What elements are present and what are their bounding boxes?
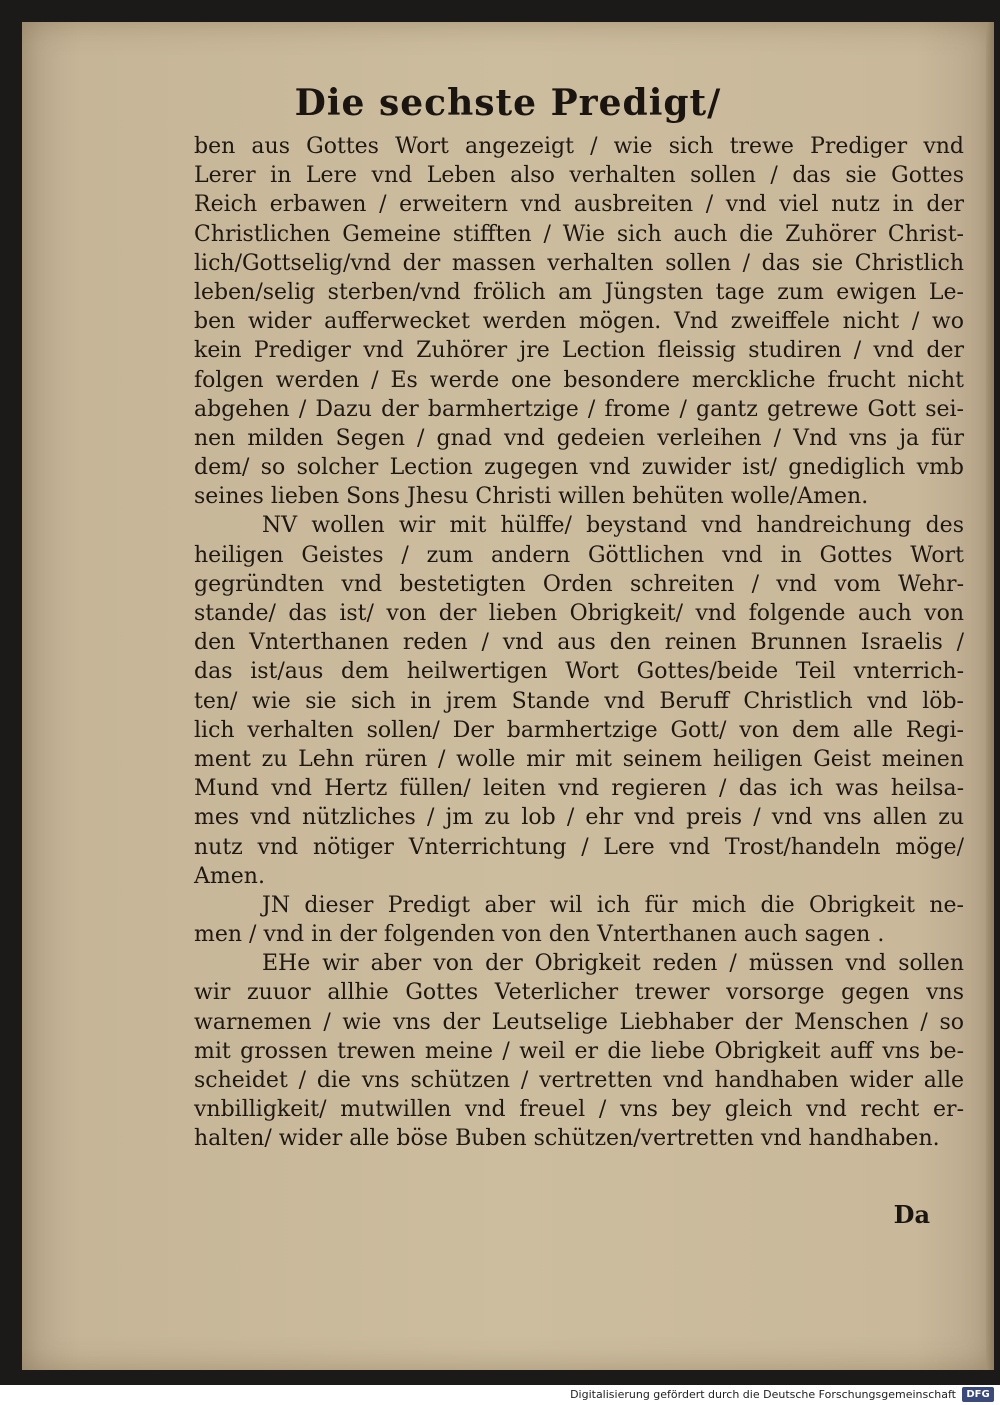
text-line: gegründten vnd bestetigten Orden schreiten / vnd vom Wehr- [194,571,964,597]
text-line: men / vnd in der folgenden von den Vnterthanen auch sagen . [194,922,885,948]
book-page [22,22,994,1370]
text-line: EHe wir aber von der Obrigkeit reden / müssen vnd sollen [262,951,964,977]
catchword: Da [893,1200,930,1229]
text-line: mit grossen trewen meine / weil er die liebe Obrigkeit auff vns be- [194,1038,964,1064]
text-line: leben/selig sterben/vnd frölich am Jüngsten tage zum ewigen Le- [194,279,964,305]
text-line: NV wollen wir mit hülffe/ beystand vnd handreichung des [262,513,964,539]
text-line: vnbilligkeit/ mutwillen vnd freuel / vns bey gleich vnd recht er- [194,1097,964,1123]
text-line: seines lieben Sons Jhesu Christi willen behüten wolle/Amen. [194,484,869,510]
text-line: wir zuuor allhie Gottes Veterlicher trewer vorsorge gegen vns [194,980,964,1006]
text-line: Amen. [194,863,265,889]
text-line: abgehen / Dazu der barmhertzige / frome / gantz getrewe Gott sei- [194,396,964,422]
text-line: nutz vnd nötiger Vnterrichtung / Lere vnd Trost/handeln möge/ [194,834,964,860]
text-line: Mund vnd Hertz füllen/ leiten vnd regieren / das ich was heilsa- [194,776,964,802]
text-line: ben aus Gottes Wort angezeigt / wie sich trewe Prediger vnd [194,134,964,159]
page-heading: Die sechste Predigt/ [294,82,722,124]
text-line: ben wider aufferwecket werden mögen. Vnd zweiffele nicht / wo [194,309,964,335]
text-line: JN dieser Predigt aber wil ich für mich die Obrigkeit ne- [262,892,964,918]
footer-bar [0,1385,1000,1405]
text-line: ment zu Lehn rüren / wolle mir mit seinem heiligen Geist meinen [194,746,964,772]
text-line: Lerer in Lere vnd Leben also verhalten sollen / das sie Gottes [194,163,964,189]
text-line: ten/ wie sie sich in jrem Stande vnd Beruff Christlich vnd löb- [194,688,964,714]
page-edge [986,22,994,1370]
text-line: den Vnterthanen reden / vnd aus den reinen Brunnen Israelis / [194,630,964,656]
text-line: das ist/aus dem heilwertigen Wort Gottes/beide Teil vnterrich- [194,659,964,685]
text-line: dem/ so solcher Lection zugegen vnd zuwider ist/ gnediglich vmb [194,455,964,481]
text-line: scheidet / die vns schützen / vertretten vnd handhaben wider alle [194,1068,964,1093]
text-line: stande/ das ist/ von der lieben Obrigkeit/ vnd folgende auch von [194,601,964,626]
text-line: lich verhalten sollen/ Der barmhertzige Gott/ von dem alle Regi- [194,717,964,743]
text-line: warnemen / wie vns der Leutselige Liebhaber der Menschen / so [194,1009,964,1035]
text-line: halten/ wider alle böse Buben schützen/vertretten vnd handhaben. [194,1126,940,1152]
text-line: Reich erbawen / erweitern vnd ausbreiten / vnd viel nutz in der [194,192,964,218]
text-line: lich/Gottselig/vnd der massen verhalten sollen / das sie Christlich [194,250,964,276]
text-line: folgen werden / Es werde one besondere merckliche frucht nicht [194,367,964,393]
text-line: mes vnd nützliches / jm zu lob / ehr vnd preis / vnd vns allen zu [194,805,964,831]
footer-credit: Digitalisierung gefördert durch die Deutsche Forschungsgemeinschaft [570,1388,956,1401]
text-line: kein Prediger vnd Zuhörer jre Lection fleissig studiren / vnd der [194,338,964,364]
text-line: nen milden Segen / gnad vnd gedeien verleihen / Vnd vns ja für [194,425,964,451]
dfg-logo: DFG [962,1387,994,1402]
text-line: Christlichen Gemeine stifften / Wie sich auch die Zuhörer Christ- [194,221,964,247]
text-line: heiligen Geistes / zum andern Göttlichen vnd in Gottes Wort [194,542,964,568]
body-text [194,132,964,1154]
